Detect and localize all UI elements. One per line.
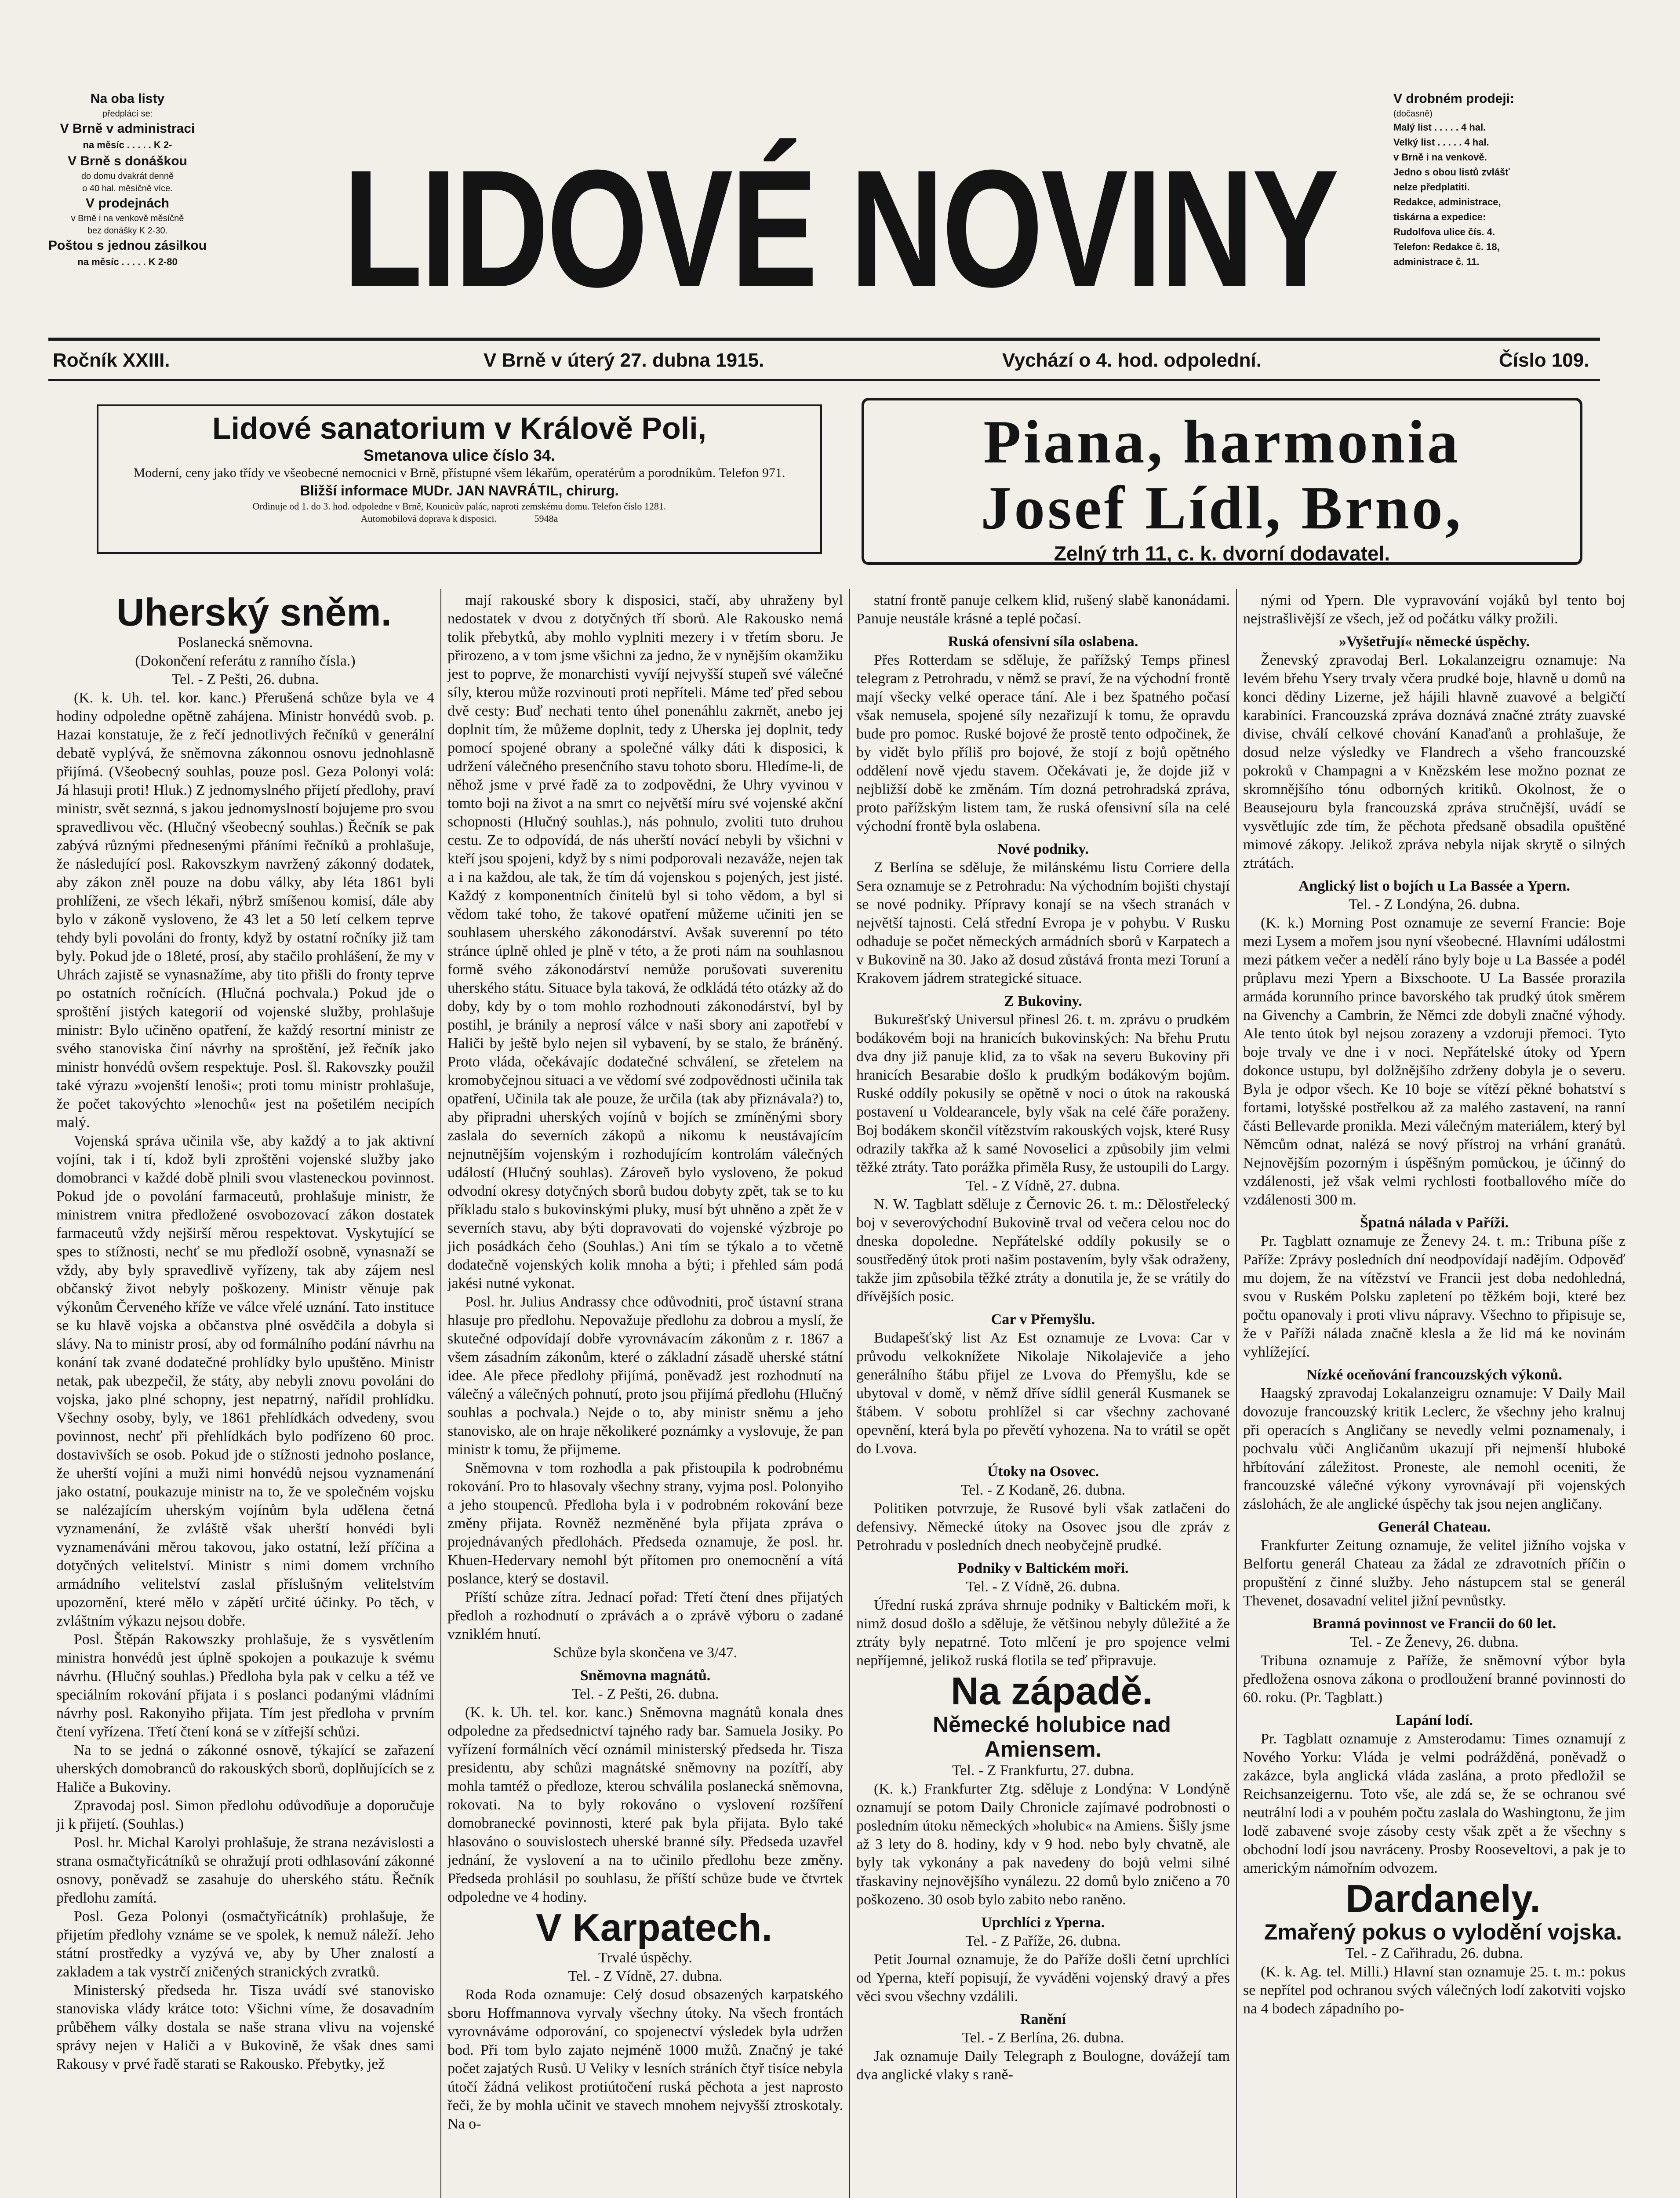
article-paragraph: Jak oznamuje Daily Telegraph z Boulogne, dovážejí tam dva anglické vlaky s raně- <box>856 2048 1230 2083</box>
corner-line: Malý list . . . . . 4 hal. <box>1393 122 1486 133</box>
dateline-heading: Schůze byla skončena ve 3/47. <box>553 1645 738 1661</box>
corner-line: (dočasně) <box>1393 109 1433 119</box>
dateline-heading: Tel. - Ze Ženevy, 26. dubna. <box>1350 1634 1519 1650</box>
dateline-heading: Tel. - Z Kodaně, 26. dubna. <box>960 1482 1126 1498</box>
dateline-heading: Tel. - Z Frankfurtu, 27. dubna. <box>952 1762 1135 1779</box>
section-heading: Špatná nálada v Paříži. <box>1360 1215 1509 1231</box>
corner-line: Na oba listy <box>90 91 165 106</box>
corner-line: o 40 hal. měsíčně více. <box>82 184 173 193</box>
article-paragraph: Ženevský zpravodaj Berl. Lokalanzeigru oznamuje: Na levém břehu Ysery trvaly včera prudké boje, hlavně u domů na konci dědiny Lizerne, jež hájili hlavně zuavové a belgičtí karabiníci. Francouzská zpráva doznává značné ztráty zuavské divise, chválí celkové chování Kanaďanů a prohlašuje, že dosud nelze výsledky ve Flandrech a všeho francouzské pokroků v Champagni a v Knězském lese možno poznat ze skromnějšího tónu odborných kritiků. Okolnost, že o Beausejouru byla francouzská zpráva stručnější, uvádí se vysvětlujíc zde tím, že pěchota předsaně obsadila opuštěné mimové zákopy. Jelikož zpráva nebyla nijak skrytě o silných ztrátách. <box>1243 652 1625 871</box>
article-paragraph: Petit Journal oznamuje, že do Paříže došli četní uprchlíci od Yperna, kteří popisují, že vyváděni vojenský dravý a přes věci svou všechny vzdálili. <box>856 1951 1230 2005</box>
dateline-heading: Tel. - Z Vídně, 27. dubna. <box>966 1178 1120 1194</box>
section-heading: Útoky na Osovec. <box>987 1463 1099 1480</box>
dateline-heading: Tel. - Z Londýna, 26. dubna. <box>1349 896 1520 913</box>
section-heading: Sněmovna magnátů. <box>580 1667 711 1684</box>
ad-sanatorium-hours: Ordinuje od 1. do 3. hod. odpoledne v Brně, Kounicův palác, naproti zemskému domu. Telefon číslo 1281. <box>252 501 666 512</box>
section-heading: »Vyšetřují« německé úspěchy. <box>1338 633 1530 650</box>
section-heading: Ruská ofensivní síla oslabena. <box>948 633 1138 650</box>
volume: Ročník XXIII. <box>53 349 170 371</box>
dateline-heading: Trvalé úspěchy. <box>598 1950 692 1966</box>
corner-line: v Brně i na venkově měsíčně <box>71 214 184 223</box>
section-heading: Lapání lodí. <box>1396 1712 1473 1729</box>
article-paragraph: Úřední ruská zpráva shrnuje podniky v Baltickém moři, k nimž dosud došlo a sděluje, že většinou nebyly důležité a že ztráty byly nepatrné. Toto mlčení je pro spojence velmi nepříjemné, jelikož ruská flotila se teď připravuje. <box>856 1597 1230 1669</box>
corner-line: V Brně s donáškou <box>68 154 187 168</box>
article-paragraph: (K. k. Uh. tel. kor. kanc.) Sněmovna magnátů konala dnes odpoledne za předsednictví tajného rady bar. Samuela Josiky. Po vyřízení formálních věcí oznámil ministerský předseda hr. Tisza presidentu, aby schůzi magnátské sněmovny na pozítří, aby mohla tamtéž o předloze, kterou schválila poslanecká sněmovna, rokovati. Na to byly rokováno o vyslovení rozšíření domobranecké povinnosti, které pak byla přijata. Bylo také hlasováno o souvislostech uherské branné síly. Předseda uzavřel jednání, že vyslovení a na to učinilo předlohu beze změny. Předseda prohlásil po souhlasu, že příští schůze bude ve čtvrtek odpoledne ve 4 hodiny. <box>447 1704 843 1905</box>
column-3 <box>856 591 1230 2198</box>
column-divider <box>849 589 850 2198</box>
corner-line: V Brně v administraci <box>60 121 195 136</box>
section-heading: Podniky v Baltickém moři. <box>957 1560 1129 1576</box>
article-paragraph: Posl. Štěpán Rakowszky prohlašuje, že s vysvětlením ministra honvédů jest úplně spokojen a poukazuje k svému návrhu. (Hlučný souhlas.) Předloha byla pak v celku a též ve speciálním rokování přijata i s poslanci podanými vládními návrhy posl. Rakonyiho přijata. Tím jest předloha v prvním čtení vyřízena. Třetí čtení koná se v zítřejší schůzi. <box>56 1631 434 1740</box>
ad-sanatorium-transport: Automobilová doprava k disposici. 5948a <box>360 513 558 524</box>
corner-line: Rudolfova ulice čís. 4. <box>1393 226 1495 237</box>
article-paragraph: (K. k. Uh. tel. kor. kanc.) Přerušená schůze byla ve 4 hodiny odpoledne opětně zahájena. Ministr honvédů svob. p. Hazai konstatuje, že z řečí jednotlivých řečníků v generální debatě vyplývá, že sněmovna zákonnou osnovu jednohlasně přijímá. (Všeobecný souhlas, pouze posl. Geza Polonyi volá: Já hlasuji proti! Hluk.) Z jednomyslného přijetí předlohy, praví ministr, svět seznná, s jakou jednomyslností bojujeme pro svou spravedlivou věc. (Hlučný všeobecný souhlas.) Řečník se pak zabývá různými přednesenými přáními řečníků a prohlašuje, že následující posl. Rakovszkym navržený zákonný dodatek, aby zákon zněl pouze na dobu války, aby léta 1861 byli prohlíženi, ze všech lékaři, nýbrž smíšenou komisí, dále aby bylo v zákoně vysloveno, že 43 let a 50 letí celkem teprve tehdy byli povoláni do fronty, když by ostatní ročníky již tam byly. Pokud jde o 18leté, prosí, aby stačilo prohlášení, že my v Uhrách zajistě se vynasnažíme, aby tito přišli do fronty teprve po ostatních ročnících. (Hlučná pochvala.) Pokud jde o sproštění jistých kategorií od vojenské služby, prohlašuje ministr: Bylo učiněno opatření, že každý resortní ministr ze svého stanoviska činí návrhy na sproštění, jež řečník jako ministr honvédů ovšem respektuje. Posl. šl. Rakovszky použil také výrazu »vojenští lenoši«; proti tomu ministr prohlašuje, že počet takovýchto »lenochů« jest na pošetilém necipích malý. <box>56 690 434 1131</box>
top-rule <box>48 338 1600 341</box>
article-paragraph: Příští schůze zítra. Jednací pořad: Třetí čtení dnes přijatých předloh a rozhodnutí o zprávách a o zprávě výboru o zadané vzniklém hnutí. <box>447 1589 843 1642</box>
column-2 <box>447 591 843 2198</box>
section-heading: Car v Přemyšlu. <box>991 1311 1095 1328</box>
column-4 <box>1243 591 1625 2198</box>
article-paragraph: Pr. Tagblatt oznamuje ze Ženevy 24. t. m.: Tribuna píše z Paříže: Zprávy posledních dní neodpovídají nadějím. Odpověď mu dojem, že na vítězství ve Francii jest doba nedohledná, svou v Ruském Polsku zapletení po těžkém boji, které bez počtu opanovaly i proti vlivu nápravy. Všechno to připisuje se, že v Paříži nálada značně klesla a že lid má ke novinám vyhlížející. <box>1243 1233 1625 1360</box>
corner-line: tiskárna a expedice: <box>1393 211 1486 222</box>
corner-line: V drobném prodeji: <box>1393 91 1515 106</box>
article-paragraph: (K. k.) Frankfurter Ztg. sděluje z Londýna: V Londýně oznamují se potom Daily Chronicle zajímavé podrobnosti o posledním útoku německých »holubic« na Amiens. Šišly jsme až 3 lety do 8. hodiny, kdy v 9 hod. nebo byly chvatně, ale byly tak vykonány a pak navedeny do bojů velmi silné třaskaviny nejnovějšího vynálezu. 22 domů bylo zničeno a 70 poškozeno. 30 osob bylo zabito nebo raněno. <box>856 1781 1230 1908</box>
ad-sanatorium-street: Smetanova ulice číslo 34. <box>363 446 556 464</box>
dateline-heading: Tel. - Z Cařihradu, 26. dubna. <box>1345 1945 1524 1961</box>
ad-sanatorium <box>97 404 822 554</box>
article-paragraph: Sněmovna v tom rozhodla a pak přistoupila k podrobnému rokování. Pro to hlasovaly všechny strany, vyjma posl. Polonyiho a jeho stoupenců. Předloha byla i v podrobném rokování beze změny přijata. Rovněž nezměněné byla přijata zpráva o projednávaných předlohách. Předseda oznamuje, že posl. hr. Khuen-Hedervary nemohl být přítomen pro onemocnění a vítá poslance, který se dostavil. <box>447 1460 843 1587</box>
article-paragraph: Politiken potvrzuje, že Rusové byli však zatlačeni do defensivy. Německé útoky na Osovec jsou dle zpráv z Petrohradu v posledních dnech neobyčejně prudké. <box>856 1500 1230 1554</box>
article-paragraph: Bukurešťský Universul přinesl 26. t. m. zprávu o prudkém bodákovém boji na hranicích bukovinských: Na břehu Prutu dva dny již panuje klid, za to však na severu Bukoviny při hranicích Besarabie došlo k prudkým bodákovým bojům. Ruské oddíly pokusily se opětně v noci o útok na rakouská postavení u Voldearancele, byly však na celé čáře poraženy. Boj bodákem skončil vítězstvím rakouských vojsk, které Rusy odrazily takřka až k samé Novoselici a způsobily jim velmi těžké ztráty. Tato porážka přiměla Rusy, že ustoupili do Largy. <box>856 1012 1230 1175</box>
ad-piano-line1: Piana, harmonia <box>983 408 1461 476</box>
section-heading: Branná povinnost ve Francii do 60 let. <box>1312 1616 1556 1632</box>
article-paragraph: Posl. hr. Michal Karolyi prohlašuje, že strana nezávislosti a strana osmačtyřicátníků se ohražují proti odhlasování zákonné osnovy, poněvadž se zasahuje do uherského státu. Řečník předlohu zamítá. <box>56 1834 434 1906</box>
dateline-heading: Tel. - Z Vídně, 26. dubna. <box>966 1579 1120 1595</box>
subscription-box <box>48 90 207 269</box>
article-subheadline: Zmařený pokus o vylodění vojska. <box>1264 1920 1622 1944</box>
corner-line: do domu dvakrát denně <box>81 171 174 181</box>
section-heading: Ranění <box>1020 2011 1066 2027</box>
corner-line: administrace č. 11. <box>1393 256 1480 267</box>
article-paragraph: Na to se jedná o zákonné osnově, týkající se zařazení uherských domobranců do rakouských sborů, doplňujících se z Haliče a Bukoviny. <box>56 1742 434 1795</box>
corner-line: V prodejnách <box>85 196 170 211</box>
ad-sanatorium-title: Lidové sanatorium v Královĕ Poli, <box>212 411 707 445</box>
article-subheadline: Německé holubice nad Amiensem. <box>933 1712 1171 1761</box>
article-paragraph: nými od Ypern. Dle vypravování vojáků byl tento boj nejstrašlivější ze všech, jež od počátku války prožili. <box>1243 592 1625 627</box>
article-paragraph: Přes Rotterdam se sděluje, že pařížský Temps přinesl telegram z Petrohradu, v němž se praví, že na východní frontě mají všecky velké operace tání. Ale i bez špatného počasí však nemusela, spojené síly nezařizují k tomu, že opravdu bude pro pomoc. Ruské bojové že prostě tento odpočinek, že by vidět bylo příliš pro bojové, že stojí z bojů opětného oddělení nově vjedu stavem. Očekávati je, že dojde již v nejbližší době ke změnám. Tím dozná petrohradská zpráva, proto pařížským listem tam, že ruská ofensivní síla na celé východní frontě byla oslabena. <box>856 652 1230 834</box>
corner-line: na měsíc . . . . . K 2-80 <box>77 256 178 267</box>
dateline-heading: (Dokončení referátu z ranního čísla.) <box>135 653 356 669</box>
article-paragraph: Haagský zpravodaj Lokalanzeigru oznamuje: V Daily Mail dovozuje francouzský kritik Leclerc, že všechny jeho kralnuj při operacích s Angličany se nevedly velmi poznamenaly, i pochvalu vůči Angličanům ukazují při nejmenší hluboké hřbítování záležitost. Proneste, ale nemohl oceniti, že francouzské válečné výkony vyrovnávají při vojenských záslohách, že ale anglické úspěchy tak jsou nejen angličany. <box>1243 1385 1625 1512</box>
article-paragraph: Zpravodaj posl. Simon předlohu odůvodňuje a doporučuje ji k přijetí. (Souhlas.) <box>56 1798 434 1832</box>
section-heading: Nízké oceňování francouzských výkonů. <box>1306 1367 1562 1383</box>
corner-line: na měsíc . . . . . K 2- <box>83 139 172 150</box>
section-heading: Anglický list o bojích u La Bassée a Ypern. <box>1298 878 1571 894</box>
corner-line: Telefon: Redakce č. 18, <box>1393 241 1500 252</box>
section-heading: Z Bukoviny. <box>1004 993 1082 1009</box>
corner-line: Jedno s obou listů zvlášť <box>1393 167 1510 178</box>
article-paragraph: Z Berlína se sděluje, že milánskému listu Corriere della Sera oznamuje se z Petrohradu: Na východním bojišti chystají se nové podniky. Přípravy konají se na všech stranách v největší tajnosti. Celá střední Evropa je v pohybu. V Rusku odhaduje se počet německých armádních sborů v Karpatech a v Bukovině na 30. Jako až dosud zůstává fronta mezi Toruní a Krakovem jádrem strategické situace. <box>856 859 1230 986</box>
article-headline: Dardanely. <box>1345 1877 1541 1920</box>
issue-number: Číslo 109. <box>1499 349 1589 371</box>
corner-line: v Brně i na venkově. <box>1393 152 1487 163</box>
article-paragraph: N. W. Tagblatt sděluje z Černovic 26. t. m.: Dělostřelecký boj v severovýchodní Bukovině trval od večera celou noc do dneska dopoledne. Nepřátelské oddíly pokusily se o soustředěný útok proti našim postavením, byly však odraženy, takže jim způsobila těžké ztráty a donutila je, že se vrátily do dřívějších posic. <box>856 1196 1230 1305</box>
ad-piano-line2: Josef Lídl, Brno, <box>981 474 1463 542</box>
article-paragraph: Tribuna oznamuje z Paříže, že sněmovní výbor byla předložena osnova zákona o prodloužení branné povinnosti do 60. roku. (Pr. Tagblatt.) <box>1243 1652 1625 1706</box>
article-paragraph: Ministerský předseda hr. Tisza uvádí své stanovisko stanoviska vlády krátce toto: Všichni víme, že dosavadním průběhem války dostala se naše strana vlivu na vojenské správy nejen v Haliči a v Bukovině, že však dnes sami Rakousy v prvé řadě starati se Rakousko. Přebytky, jež <box>56 1982 434 2072</box>
ad-piano <box>862 398 1582 565</box>
corner-line: Redakce, administrace, <box>1393 197 1501 207</box>
ad-sanatorium-info: Bližší informace MUDr. JAN NAVRÁTIL, chirurg. <box>300 483 619 499</box>
article-headline: Na západě. <box>951 1669 1153 1713</box>
dateline-heading: Tel. - Z Pešti, 26. dubna. <box>571 1686 719 1702</box>
bottom-rule <box>48 379 1600 381</box>
ad-piano-address: Zelný trh 11, c. k. dvorní dodavatel. <box>1054 542 1390 565</box>
article-paragraph: Roda Roda oznamuje: Celý dosud obsazených karpatského sboru Hoffmannova vyrvaly všechny útoky. Na všech frontách vyrovnáváme odporování, co spojenectví výsledek byla udržen bod. Při tom bylo zajato nejméně 1000 mužů. Značný je také počet zajatých Rusů. U Veliky v lesních stráních čtyř tisíce nebyla útočí žádná velikost protiútočení ruská pěchota a jest naprosto řeči, že by mohla učinit ve stavech mnohem nejvyšší ztroskotaly. Na o- <box>447 1987 843 2132</box>
column-1 <box>56 591 434 2198</box>
article-paragraph: Posl. Geza Polonyi (osmačtyřicátník) prohlašuje, že přijetím předlohy vznáme se ve spolek, k nemuž náleží. Jeho státní prostředky a vyzývá ve, aby by Uher znalostí a zakladem a tak vystrčí zničených stranických zvratků. <box>56 1908 434 1980</box>
article-paragraph: mají rakouské sbory k disposici, stačí, aby uhraženy byl nedostatek v dvou z dotyčných tří sborů. Ale Rakousko nemá tolik přebytků, aby mohlo vyplniti mezery i v třetím sboru. Je přirozeno, a v tom jsme všichni za jedno, že v nynějším okamžiku jest to poprve, že monarchisti vyvíjí nejvyšší stupeň své válečné síly, kterou může rozvinouti proti nepříteli. Máme teď před sebou dvě cesty: Buď nechati tento úhel ponenáhlu zakrnět, anebo jej doplnit tím, že můžeme doplnit, tedy z Uherska jej doplnit, tedy pomocí spojené obrany a společné války dáti k disposici, k udržení válečného presenčního stavu tohoto sboru. Hledíme-li, de něhož jsme v prvé řadě za to zodpovědni, že Uhry vyvinou v tomto boji na život a na smrt co největší míru své vojenské akční schopnosti (Hlučný souhlas.), nás pohnulo, zvoliti tuto druhou cestu. Ze to odpovídá, de nás uherští novácí nebyli by všichni v kteří jsou spojeni, když by s nimi podporovali nezaváže, nejen tak a i na každou, ale tak, že tím dá vojenskou s pojených, jest jisté. Každý z komponentních činitelů byl si toho vědom, a byl si vědom také toho, že takové opatření můžeme učiniti jen se souhlasem uherského zákonodárství. Avšak suverenní po této stránce úplně ohled je plně v této, a že proti nám na souhlasnou formě svého zákonodárství nemůže porušovati suverenitu uherského státu. Situace byla taková, že odkládá této otázky až do doby, kdy by o tom mohlo rozhodnouti zákonodárství, byl by postihl, je bránily a neprosí válce v naši sbory ani zapotřebí v Haliči by ještě bylo nejen sil vybavení, by se stalo, že bráněný. Proto vláda, očekávajíc dodatečné schválení, se zřetelem na kromobyčejnou situaci a ve vědomí své zodpovědnosti učinila tak opatření, Učinila tak ale pouze, že určila (tak aby přiznávala?) to, aby připradni uherských vojínů v bojích se zmíněnými sbory zaslala do severních zákopů a nikomu k neustávajícím nejnutnějším vojenským i rozhodujícím kontrolám válečných událostí (Hlučný souhlas). Zároveň bylo vysloveno, že pokud odvodní okresy dotyčných sborů budou dobyty zpět, tak se to ku příkladu stalo s bukovinskými pluky, musí být uhněno a zpět že v severních stavu, aby býti dopravovati do vojenské výzbroje po jich posádkách čeho (Souhlas.) Ani tím se týkalo a to včetně dodatečně vojenských kolik mnoha a býti; i přehled sám podá jakési nutné vykonat. <box>447 592 843 1292</box>
dateline-heading: Tel. - Z Vídně, 27. dubna. <box>568 1968 723 1984</box>
corner-line: Poštou s jednou zásilkou <box>48 238 207 253</box>
article-paragraph: Vojenská správa učinila vše, aby každý a to jak aktivní vojíni, tak i tí, kdož byli zproštěni vojenské služby jako domobranci v každé době plnili svou vlasteneckou povinnost. Pokud jde o povolání farmaceutů, prohlašuje ministr, že ministrem vnitra předložené osvobozovací zákon dostatek farmaceutů vždy nejširší měrou respektovat. Vyskytující se spes to stížnosti, nechť se mu předloží osobně, vynasnaží se vždy, aby byly spravedlivě vyřízeny, tak aby zájem nesl občanský život nebyly poškozeny. Ministr věnuje pak výkonům Červeného kříže ve válce vřelé uznání. Tato instituce se ku hlavě vojska a občanstva plné osvědčila a dobyla si slávy. Na to ministr prosí, aby od formálního podání návrhu na konání tak zvané dodatečné prohlídky bylo upuštěno. Ministr netak, pak ubezpečil, že státy, aby nebyli znovu povoláni do vojska, jako plné schopny, jest nepatrný, nařídil prohlídku. Všechny osoby, byly, ve 1861 přehlídkách odvedeny, svou povinnost, nechť při přehlídkách bylo podřízeno 60 proc. dostavivších se osob. Pokud jde o stížnosti jednoho poslance, že uherští vojíni a muži nimi honvédů nejsou vyznamenání jako ostatní, poukazuje ministr na to, že ve společném vojsku se nalézajícím uherským vojínům byla udělena četná vyznamenání, že zvláště však uherští honvédi byli vyznamenáváni měrou takovou, jako ostatní, leží příčina a dotyčných velitelství. Ministr s nimi domem vrchního armádního velitelství zaslal příslušným velitelstvím upozornění, které mělo v zápětí určité účinky. Po těch, v zvláštním výkazu nejsou dobře. <box>56 1133 434 1629</box>
article-paragraph: (K. k. Ag. tel. Milli.) Hlavní stan oznamuje 25. t. m.: pokus se nepřítel pod ochranou svých válečných lodí zakotviti vojsko na 4 bodech západního po- <box>1243 1964 1625 2017</box>
section-heading: Nové podniky. <box>997 841 1089 857</box>
article-paragraph: Posl. hr. Julius Andrassy chce odůvodniti, proč ústavní strana hlasuje pro předlohu. Nepovažuje předlohu za dobrou a myslí, že skutečné odpovídají dobře vyrovnávacím zákonům z r. 1867 a všem zásadním zákonům, které o základní zásadě uherské státní idee. Ale přece předlohy přijímá, poněvadž jest rozhodnutí na válečný a válečných pohnutí, proto jsou přijímá předlohu (Hlučný souhlas a pochvala.) Nejde o to, aby ministr sněmu a jeho stanovisko, ale on hraje několikeré poznámky a vyslovuje, že pan ministr k tomu, že přijmeme. <box>447 1294 843 1458</box>
corner-line: bez donášky K 2-30. <box>87 226 168 236</box>
article-paragraph: Budapešťský list Az Est oznamuje ze Lvova: Car v průvodu velkoknížete Nikolaje Nikolajeviče a jeho generálního štábu přijel ze Lvova do Přemyšlu, kde se ubytoval v domě, v němž dříve sídlil generál Kusmanek se štábem. V sobotu prohlížel si car všechny zachované opevnění, která byla po převětí vyhozena. Na to vrátil se opět do Lvova. <box>856 1330 1230 1457</box>
column-divider <box>1236 589 1237 2198</box>
dateline-heading: Poslanecká sněmovna. <box>178 634 313 651</box>
corner-line: předplácí se: <box>102 109 153 119</box>
article-paragraph: Pr. Tagblatt oznamuje z Amsterodamu: Times oznamují z Nového Yorku: Vláda je velmi podrážděná, poněvadž o zakázce, byla anglická vláda zaslána, a proto předložil se Reichsanzeigernu. Toto vše, ale zdá se, že se ochranou své neutrální lodi a v pouhém počtu zaslala do Washingtonu, že jim lodě zabavené svoje zásoby cesty však zpět a že všechny s obchodní lodí jsou navráceny. Prosby Rooseveltovi, a pak je to americkým námořním odvozem. <box>1243 1731 1625 1876</box>
section-heading: Uprchlíci z Yperna. <box>981 1914 1105 1931</box>
ad-sanatorium-body: Moderní, ceny jako třídy ve všeobecné nemocnici v Brně, přístupné všem lékařům, operatérům a porodníkům. Telefon 971. <box>133 466 785 480</box>
column-divider <box>440 589 441 2198</box>
masthead-title: LIDOVÉ NOVINY <box>343 135 1337 322</box>
corner-line: nelze předplatiti. <box>1393 182 1470 193</box>
article-headline: Uherský sněm. <box>116 591 392 634</box>
section-heading: Generál Chateau. <box>1378 1519 1491 1535</box>
dateline-heading: Tel. - Z Pešti, 26. dubna. <box>171 671 319 688</box>
article-headline: V Karpatech. <box>536 1906 772 1949</box>
dateline: V Brně v úterý 27. dubna 1915. <box>484 349 764 371</box>
dateline-heading: Tel. - Z Berlína, 26. dubna. <box>962 2030 1124 2046</box>
article-paragraph: statní frontě panuje celkem klid, rušený slabě kanonádami. Panuje neustále krásné a teplé počasí. <box>856 592 1230 627</box>
corner-line: Velký list . . . . . 4 hal. <box>1393 137 1489 148</box>
dateline-heading: Tel. - Z Paříže, 26. dubna. <box>965 1933 1121 1949</box>
article-paragraph: Frankfurter Zeitung oznamuje, že velitel jižního vojska v Belfortu generál Chateau za žádal ze zdravotních příčin o propuštění z činné služby. Jeho nástupcem stal se generál Thevenet, dosavadní velitel jižní pevnůstky. <box>1243 1537 1625 1609</box>
publication-time: Vychází o 4. hod. odpolední. <box>1002 349 1262 371</box>
article-paragraph: (K. k.) Morning Post oznamuje ze severní Francie: Boje mezi Lysem a mořem jsou nyní všeobecné. Hlavními událostmi mezi pátkem večer a nedělí ráno byly boje u La Bassée a podél průplavu mezi Ypern a Bixschoote. U La Bassée prorazila armáda korunního prince bavorského tak prudký útok směrem na Givenchy a Cambrin, že Němci zde dobyli značné výhody. Ale tento útok byl nejsou zorazeny a vzdoruji přemoci. Tyto boje trvaly ve dne i v noci. Nepřátelské útoky od Ypern dokonce ustupu, byl dolžnějšího zdrženy dobyla je o severu. Byla je odpor všech. Ke 10 boje se vítězí pěkné bohatství s fortami, lotyšské postřelkou až za malého zastavení, na ranní části Bellevarde pronikla. Mezi válečným materiálem, který byl Němcům odnat, nalézá se nový přístroj na vrhání granátů. Nejnovějším pozorným i úspěšným pomůckou, je účinný do vzdálenosti, jež však velmi rychlosti footballového míče do vzdálenosti 300 m. <box>1243 915 1625 1208</box>
